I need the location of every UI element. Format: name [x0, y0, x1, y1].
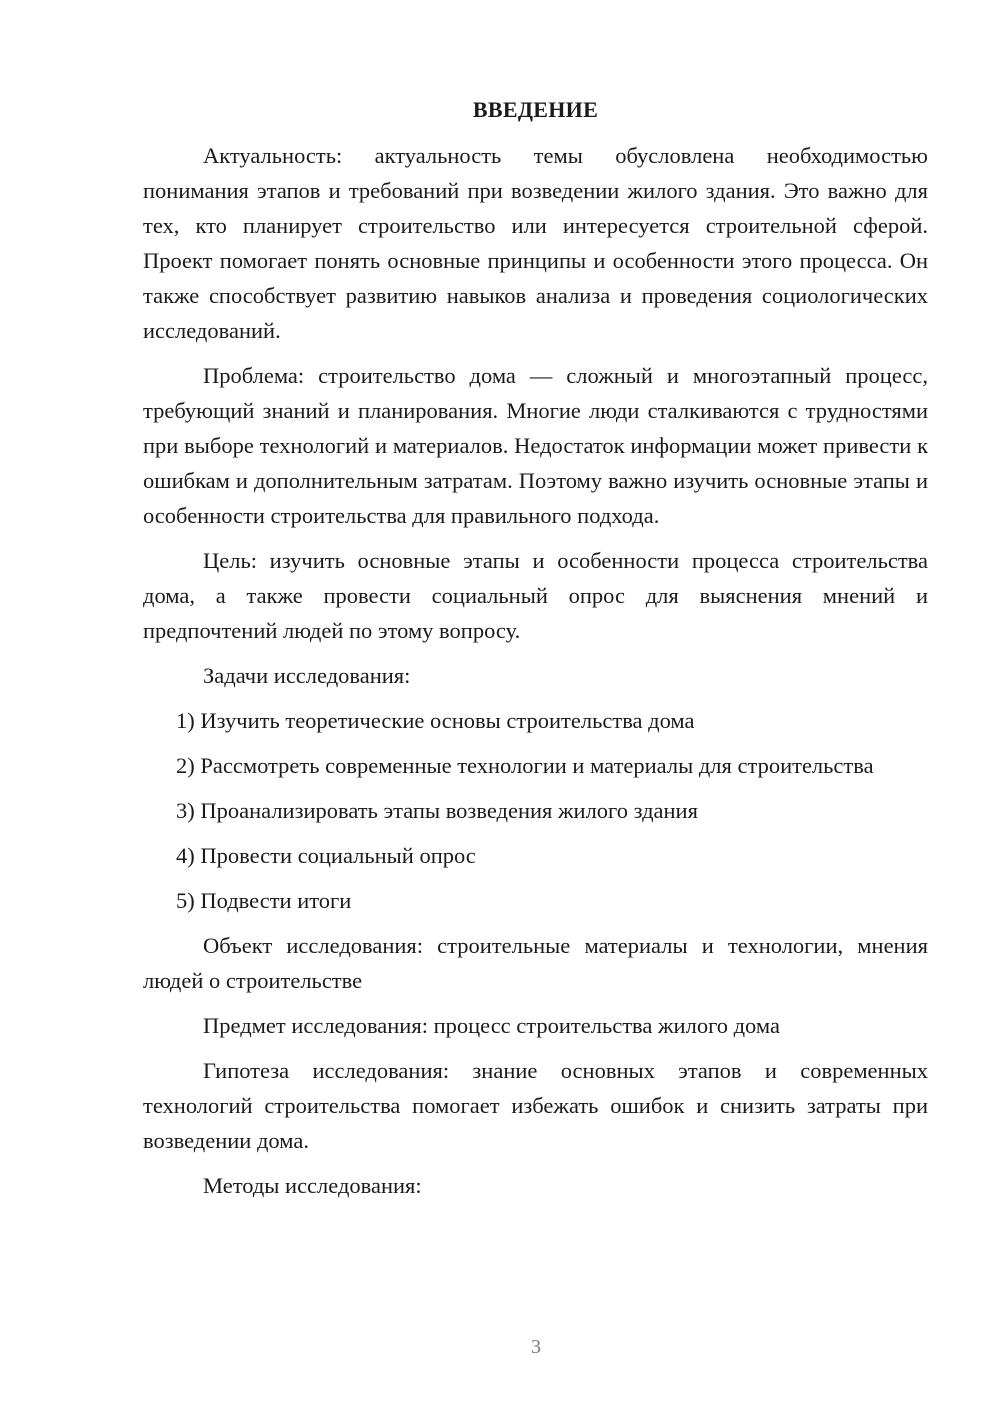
paragraph-hypothesis: Гипотеза исследования: знание основных этапов и современных технологий строительства помогает избежать ошибок и снизить затраты при возведении дома. — [143, 1058, 928, 1153]
task-item: 1) Изучить теоретические основы строительства дома — [176, 708, 695, 733]
paragraph-goal: Цель: изучить основные этапы и особенности процесса строительства дома, а также провести социальный опрос для выяснения мнений и предпочтений людей по этому вопросу. — [143, 548, 928, 643]
paragraph-relevance: Актуальность: актуальность темы обусловлена необходимостью понимания этапов и требований при возведении жилого здания. Это важно для тех, кто планирует строительство или интересуется строительной сферой. Проект помогает понять основные принципы и особенности этого процесса. Он также способствует развитию навыков анализа и проведения социологических исследований. — [143, 143, 928, 343]
page-number: 3 — [531, 1336, 541, 1358]
task-item: 3) Проанализировать этапы возведения жилого здания — [176, 798, 698, 823]
paragraph-problem: Проблема: строительство дома — сложный и многоэтапный процесс, требующий знаний и планирования. Многие люди сталкиваются с трудностями при выборе технологий и материалов. Недостаток информации может привести к ошибкам и дополнительным затратам. Поэтому важно изучить основные этапы и особенности строительства для правильного подхода. — [143, 363, 928, 528]
task-item: 2) Рассмотреть современные технологии и материалы для строительства — [176, 753, 874, 778]
page-content — [143, 92, 928, 1213]
paragraph-methods-heading: Методы исследования: — [203, 1173, 422, 1198]
task-item: 5) Подвести итоги — [176, 888, 352, 913]
task-item: 4) Провести социальный опрос — [176, 843, 476, 868]
section-title: ВВЕДЕНИЕ — [472, 97, 599, 122]
paragraph-tasks-heading: Задачи исследования: — [203, 663, 411, 688]
paragraph-subject: Предмет исследования: процесс строительства жилого дома — [203, 1013, 780, 1038]
paragraph-object: Объект исследования: строительные материалы и технологии, мнения людей о строительстве — [143, 933, 928, 993]
